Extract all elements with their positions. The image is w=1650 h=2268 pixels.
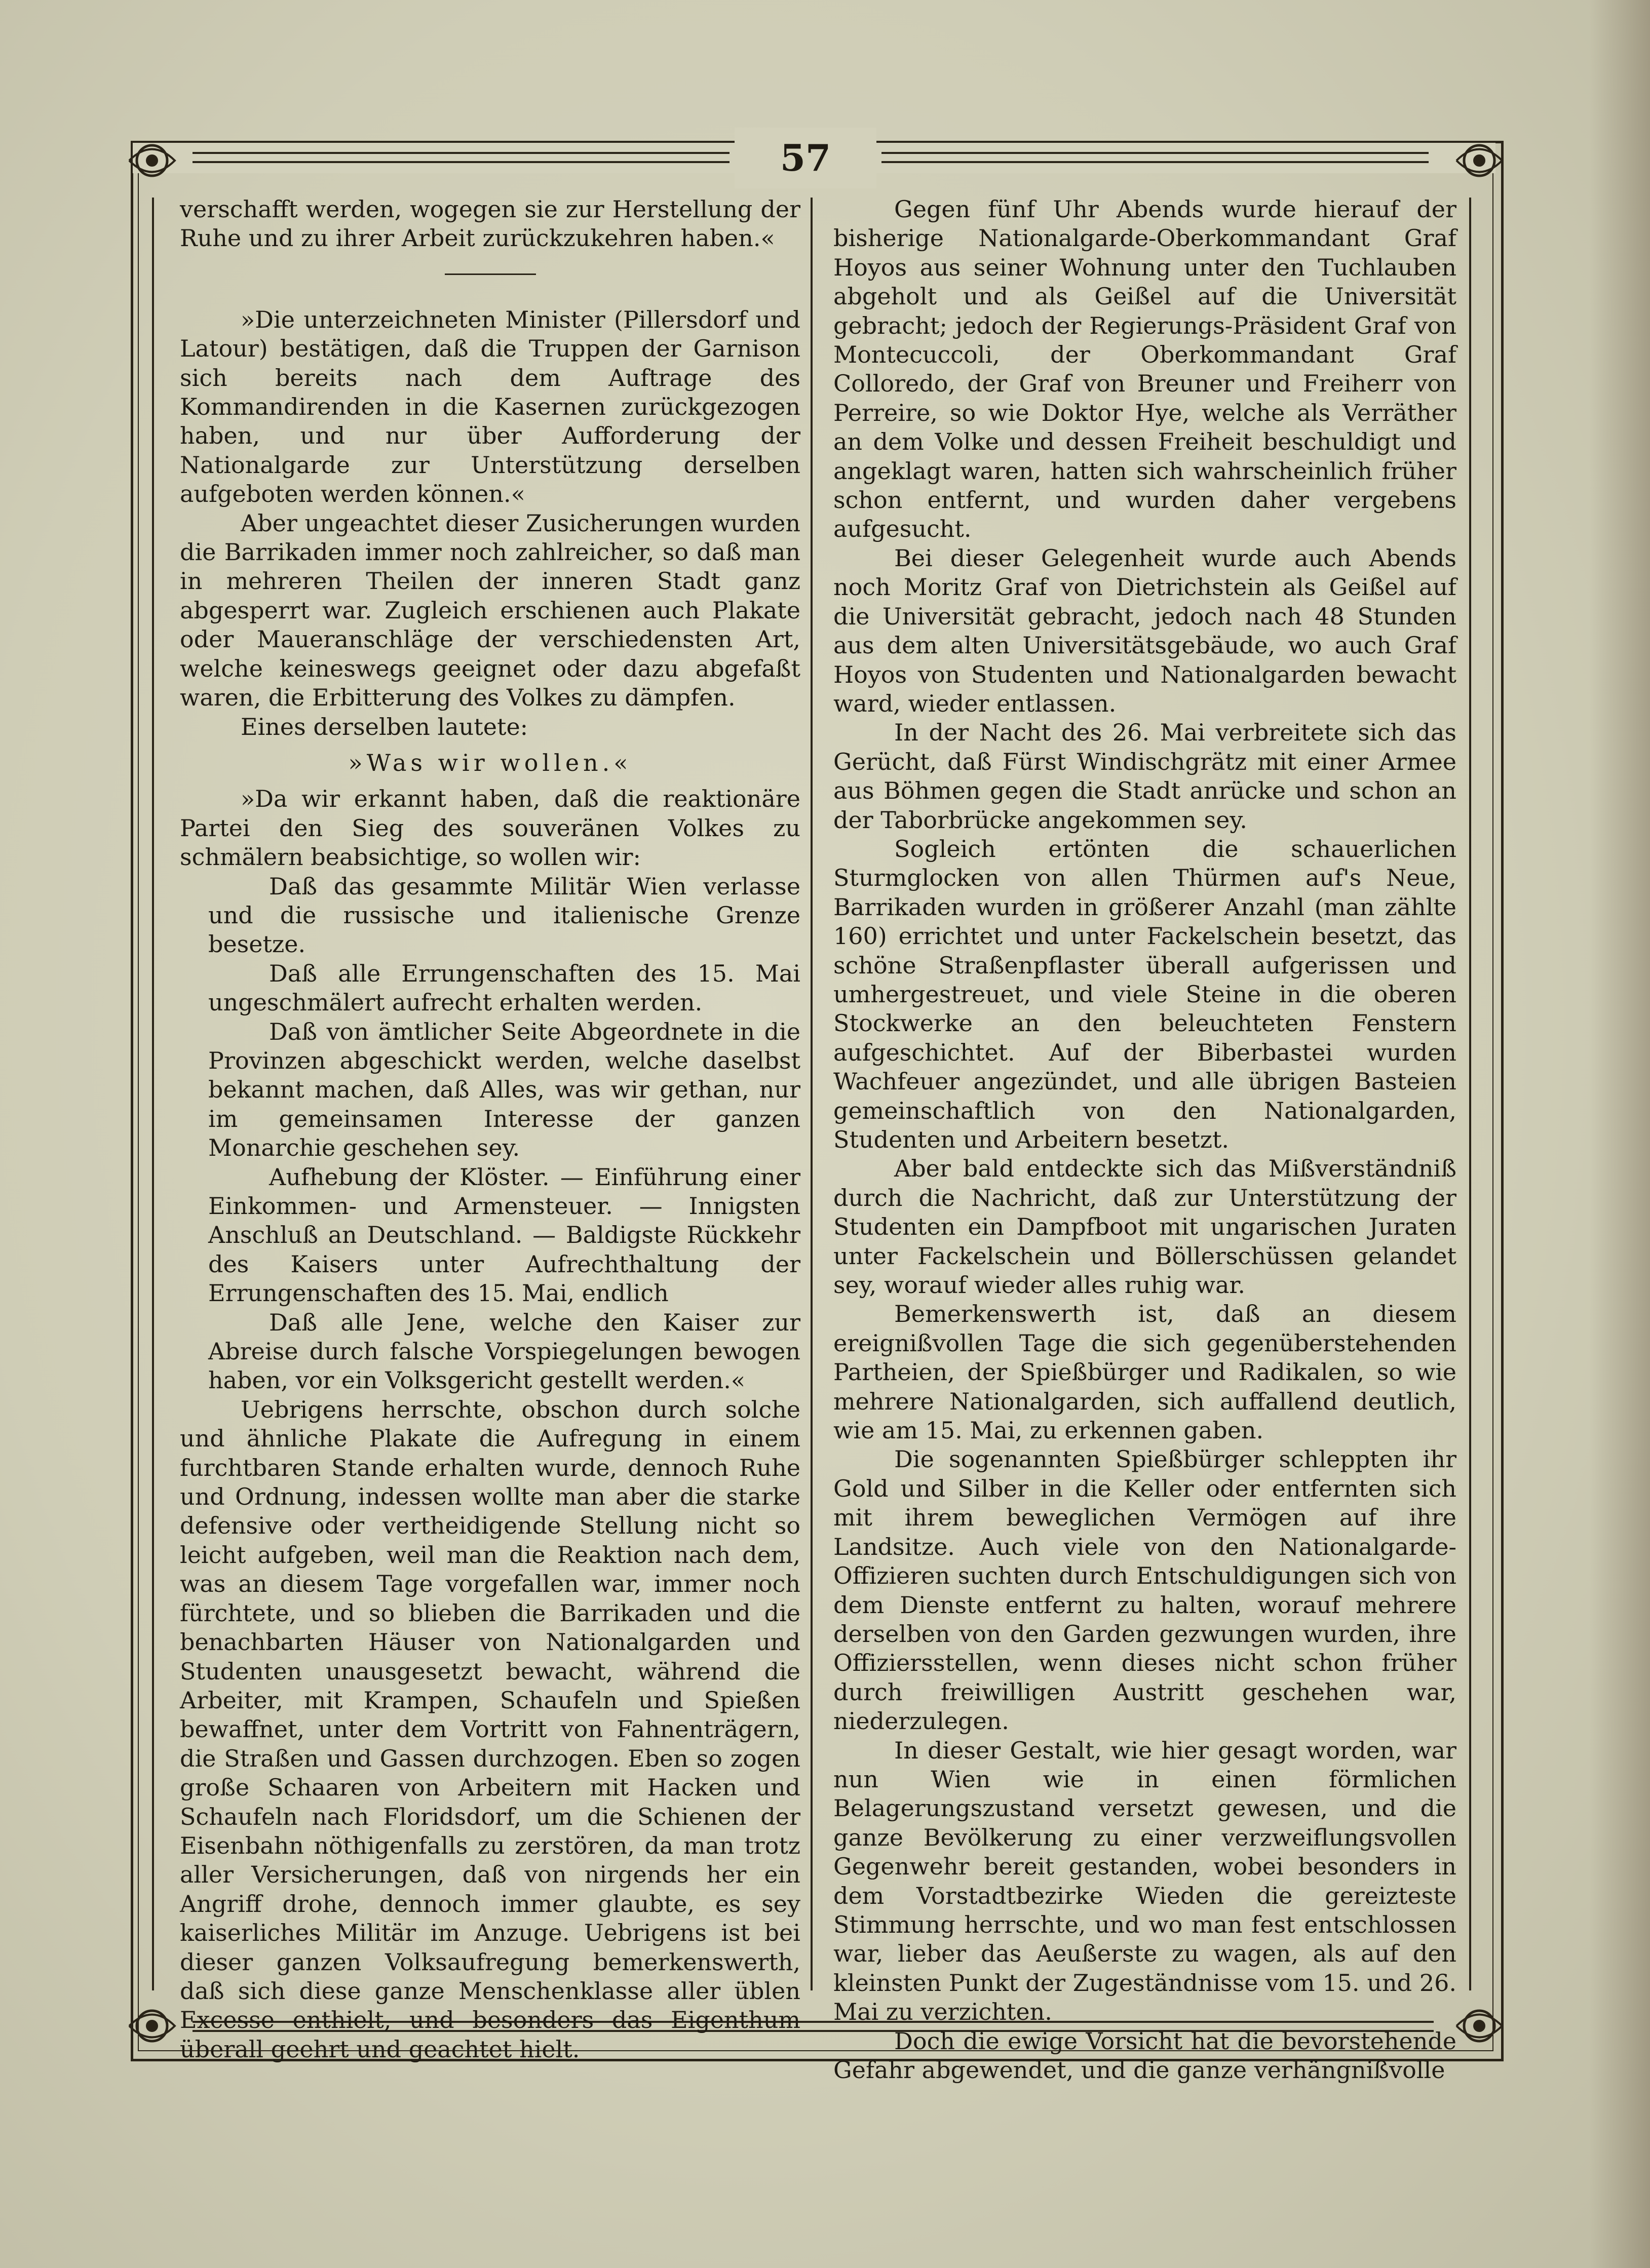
list-item: Daß das gesammte Militär Wien verlasse und die russische und italienische Grenze besetze. <box>208 872 800 958</box>
paragraph: Die sogenannten Spießbürger schleppten ihr Gold und Silber in die Keller oder entfernten sich mit ihrem beweglichen Vermögen auf ihre Landsitze. Auch viele von den Nationalgarde-Offizieren suchten durch Entschuldigungen sich von dem Dienste entfernt zu halten, worauf mehrere derselben von den Garden gezwungen wurden, ihre Offiziersstellen, wenn dieses nicht schon früher durch freiwilligen Austritt geschehen war, niederzulegen. <box>833 1445 1456 1735</box>
list-item: Daß alle Errungenschaften des 15. Mai ungeschmälert aufrecht erhalten werden. <box>208 959 800 1016</box>
paragraph: Aber ungeachtet dieser Zusicherungen wurden die Barrikaden immer noch zahlreicher, so daß man in mehreren Theilen der inneren Stadt ganz abgesperrt war. Zugleich erschienen auch Plakate oder Maueranschläge der verschiedensten Art, welche keineswegs geeignet oder dazu abgefaßt waren, die Erbitterung des Volkes zu dämpfen. <box>180 509 800 712</box>
list-item: Daß von ämtlicher Seite Abgeordnete in die Provinzen abgeschickt werden, welche daselbst bekannt machen, daß Alles, was wir gethan, nur im gemeinsamen Interesse der ganzen Monarchie geschehen sey. <box>208 1018 800 1162</box>
paragraph: »Die unterzeichneten Minister (Pillersdorf und Latour) bestätigen, daß die Truppen der Garnison sich bereits nach dem Auftrage des Kommandirenden in die Kasernen zurückgezogen haben, und nur über Aufforderung der Nationalgarde zur Unterstützung derselben aufgeboten werden können.« <box>180 305 800 508</box>
paragraph: In dieser Gestalt, wie hier gesagt worden, war nun Wien wie in einen förmlichen Belagerungszustand versetzt gewesen, und die ganze Bevölkerung zu einer verzweiflungsvollen Gegenwehr bereit gestanden, wobei besonders in dem Vorstadtbezirke Wieden die gereizteste Stimmung herrschte, und wo man fest entschlossen war, lieber das Aeußerste zu wagen, als auf den kleinsten Punkt der Zugeständnisse vom 15. und 26. Mai zu verzichten. <box>833 1736 1456 2026</box>
header-rule-left-2 <box>193 161 730 163</box>
paragraph: Aber bald entdeckte sich das Mißverständniß durch die Nachricht, daß zur Unterstützung der Studenten ein Dampfboot mit ungarischen Juraten unter Fackelschein und Böllerschüssen gelandet sey, worauf wieder alles ruhig war. <box>833 1155 1456 1299</box>
list-item: Aufhebung der Klöster. — Einführung einer Einkommen- und Armensteuer. — Innigsten Anschluß an Deutschland. — Baldigste Rückkehr des Kaisers unter Aufrechthaltung der Errungenschaften des 15. Mai, endlich <box>208 1163 800 1307</box>
corner-ornament-icon <box>1451 133 1507 188</box>
paragraph: Bemerkenswerth ist, daß an diesem ereignißvollen Tage die sich gegenüberstehenden Partheien, der Spießbürger und Radikalen, so wie mehrere Nationalgarden, sich auffallend deutlich, wie am 15. Mai, zu erkennen gaben. <box>833 1300 1456 1444</box>
paragraph: Bei dieser Gelegenheit wurde auch Abends noch Moritz Graf von Dietrichstein als Geißel auf die Universität gebracht, jedoch nach 48 Stunden aus dem alten Universitätsgebäude, wo auch Graf Hoyos von Studenten und Nationalgarden bewacht ward, wieder entlassen. <box>833 544 1456 717</box>
frame-side-rule-left <box>152 198 154 1990</box>
list-item: Daß alle Jene, welche den Kaiser zur Abreise durch falsche Vorspiegelungen bewogen haben, vor ein Volksgericht gestellt werden.« <box>208 1308 800 1394</box>
corner-ornament-icon <box>1451 1998 1507 2054</box>
page-number: 57 <box>735 128 876 188</box>
section-separator <box>445 273 536 275</box>
page-edge-shadow <box>1589 0 1650 2268</box>
paragraph: Uebrigens herrschte, obschon durch solche und ähnliche Plakate die Aufregung in einem furchtbaren Stande erhalten wurde, dennoch Ruhe und Ordnung, indessen wollte man aber die starke defensive oder vertheidigende Stellung nicht so leicht aufgeben, weil man die Reaktion nach dem, was an diesem Tage vorgefallen war, immer noch fürchtete, und so blieben die Barrikaden und die benachbarten Häuser von Nationalgarden und Studenten unausgesetzt bewacht, während die Arbeiter, mit Krampen, Schaufeln und Spießen bewaffnet, unter dem Vortritt von Fahnenträgern, die Straßen und Gassen durchzogen. Eben so zogen große Schaaren von Arbeitern mit Hacken und Schaufeln nach Floridsdorf, um die Schienen der Eisenbahn nöthigenfalls zu zerstören, da man trotz aller Versicherungen, daß von nirgends her ein Angriff drohe, dennoch immer glaubte, es sey kaiserliches Militär im Anzuge. Uebrigens ist bei dieser ganzen Volksaufregung bemerkenswerth, daß sich diese ganze Menschenklasse aller üblen Excesse enthielt, und besonders das Eigenthum überall geehrt und geachtet hielt. <box>180 1395 800 2063</box>
paragraph: Eines derselben lautete: <box>241 713 528 740</box>
paragraph: »Da wir erkannt haben, daß die reaktionäre Partei den Sieg des souveränen Volkes zu schmälern beabsichtige, so wollen wir: <box>180 785 800 871</box>
proclamation-heading: »Was wir wollen.« <box>348 749 632 776</box>
corner-ornament-icon <box>124 133 180 188</box>
frame-side-rule-right <box>1469 198 1471 1990</box>
corner-ornament-icon <box>124 1998 180 2054</box>
paragraph: Doch die ewige Vorsicht hat die bevorstehende Gefahr abgewendet, und die ganze verhängnißvolle <box>833 2027 1456 2084</box>
paragraph: In der Nacht des 26. Mai verbreitete sich das Gerücht, daß Fürst Windischgrätz mit einer Armee aus Böhmen gegen die Stadt anrücke und schon an der Taborbrücke angekommen sey. <box>833 719 1456 834</box>
paragraph: Gegen fünf Uhr Abends wurde hierauf der bisherige Nationalgarde-Oberkommandant Graf Hoyos aus seiner Wohnung unter den Tuchlauben abgeholt und als Geißel auf die Universität gebracht; jedoch der Regierungs-Präsident Graf von Montecuccoli, der Oberkommandant Graf Colloredo, der Graf von Breuner und Freiherr von Perreire, so wie Doktor Hye, welche als Verräther an dem Volke und dessen Freiheit beschuldigt und angeklagt waren, hatten sich wahrscheinlich früher schon entfernt, und wurden daher vergebens aufgesucht. <box>833 195 1456 543</box>
paragraph: verschafft werden, wogegen sie zur Herstellung der Ruhe und zu ihrer Arbeit zurückzukehren haben.« <box>180 195 800 252</box>
paragraph: Sogleich ertönten die schauerlichen Sturmglocken von allen Thürmen auf's Neue, Barrikaden wurden in größerer Anzahl (man zählte 160) errichtet und unter Fackelschein besetzt, das schöne Straßenpflaster überall aufgerissen und umhergestreuet, und viele Steine in die oberen Stockwerke an den beleuchteten Fenstern aufgeschichtet. Auf der Biberbastei wurden Wachfeuer angezündet, und alle übrigen Basteien gemeinschaftlich von den Nationalgarden, Studenten und Arbeitern besetzt. <box>833 835 1456 1153</box>
column-divider <box>811 198 813 1990</box>
left-column <box>180 195 800 2064</box>
header-rule-left <box>193 152 730 154</box>
right-column <box>833 195 1456 2085</box>
header-rule-right-2 <box>881 161 1429 163</box>
header-rule-right <box>881 152 1429 154</box>
